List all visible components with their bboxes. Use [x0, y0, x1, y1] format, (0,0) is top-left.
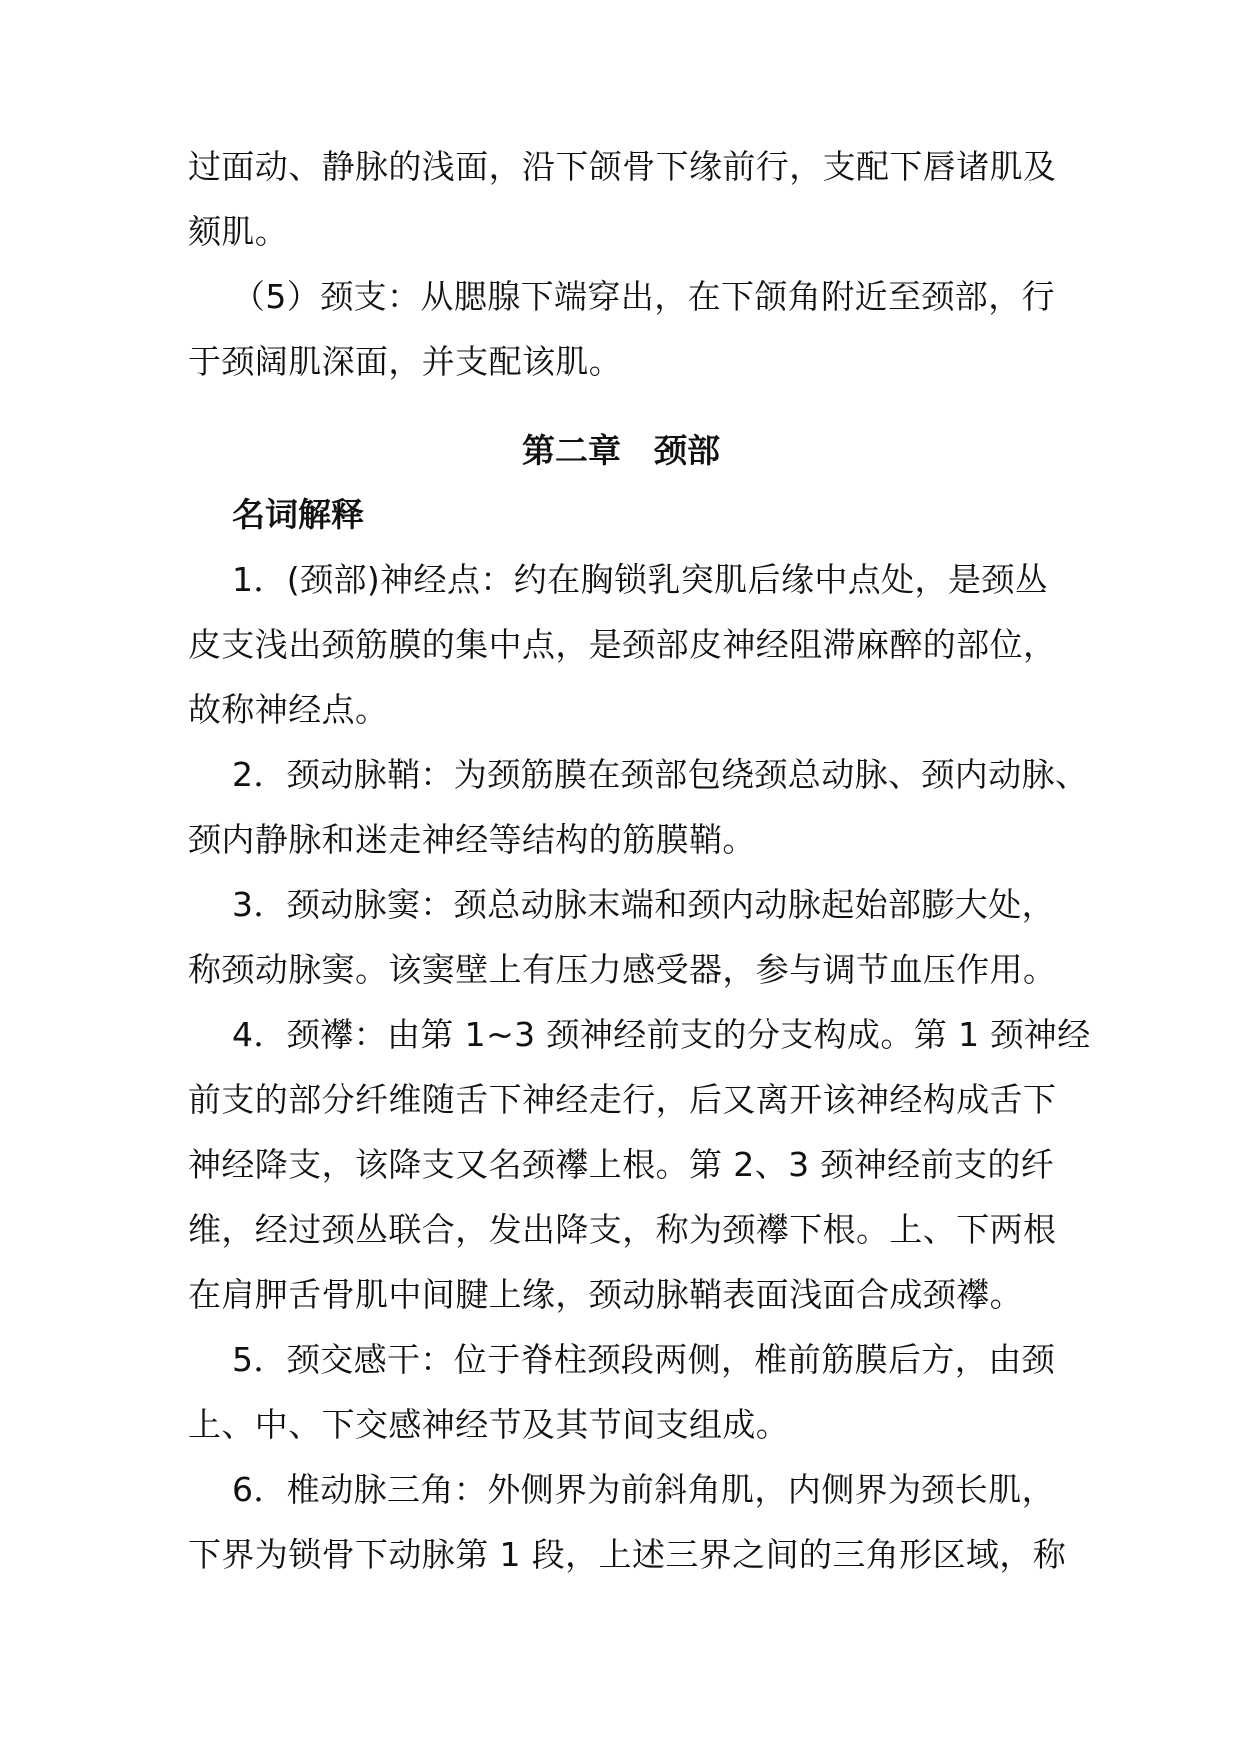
text-line: 6．椎动脉三角：外侧界为前斜角肌，内侧界为颈长肌， — [232, 1470, 1055, 1509]
text-line: 于颈阔肌深面，并支配该肌。 — [188, 342, 623, 381]
text-line: 皮支浅出颈筋膜的集中点，是颈部皮神经阻滞麻醉的部位， — [188, 625, 1057, 664]
text-line: 前支的部分纤维随舌下神经走行，后又离开该神经构成舌下 — [188, 1080, 1057, 1119]
term-definitions — [188, 547, 1091, 1587]
text-line: 1．(颈部)神经点：约在胸锁乳突肌后缘中点处，是颈丛 — [232, 560, 1049, 599]
text-line: 颏肌。 — [188, 212, 289, 251]
text-line: 维，经过颈丛联合，发出降支，称为颈襻下根。上、下两根 — [188, 1210, 1057, 1249]
text-line: 称颈动脉窦。该窦壁上有压力感受器，参与调节血压作用。 — [188, 950, 1057, 989]
text-line: 过面动、静脉的浅面，沿下颌骨下缘前行，支配下唇诸肌及 — [188, 147, 1057, 186]
text-line: 故称神经点。 — [188, 690, 389, 729]
text-line: 3．颈动脉窦：颈总动脉末端和颈内动脉起始部膨大处， — [232, 885, 1055, 924]
intro-paragraphs — [188, 134, 1057, 394]
text-line: 在肩胛舌骨肌中间腱上缘，颈动脉鞘表面浅面合成颈襻。 — [188, 1275, 1023, 1314]
text-line: 下界为锁骨下动脉第 1 段，上述三界之间的三角形区域，称 — [188, 1535, 1067, 1574]
text-line: 2．颈动脉鞘：为颈筋膜在颈部包绕颈总动脉、颈内动脉、 — [232, 755, 1089, 794]
text-line: 神经降支，该降支又名颈襻上根。第 2、3 颈神经前支的纤 — [188, 1145, 1055, 1184]
text-line: 上、中、下交感神经节及其节间支组成。 — [188, 1405, 790, 1444]
text-line: 5．颈交感干：位于脊柱颈段两侧，椎前筋膜后方，由颈 — [232, 1340, 1055, 1379]
text-line: 4．颈襻：由第 1~3 颈神经前支的分支构成。第 1 颈神经 — [232, 1015, 1091, 1054]
chapter-title: 第二章 颈部 — [522, 431, 720, 470]
section-heading: 名词解释 — [232, 495, 364, 534]
text-line: 颈内静脉和迷走神经等结构的筋膜鞘。 — [188, 820, 756, 859]
text-line: （5）颈支：从腮腺下端穿出，在下颌角附近至颈部，行 — [232, 277, 1055, 316]
